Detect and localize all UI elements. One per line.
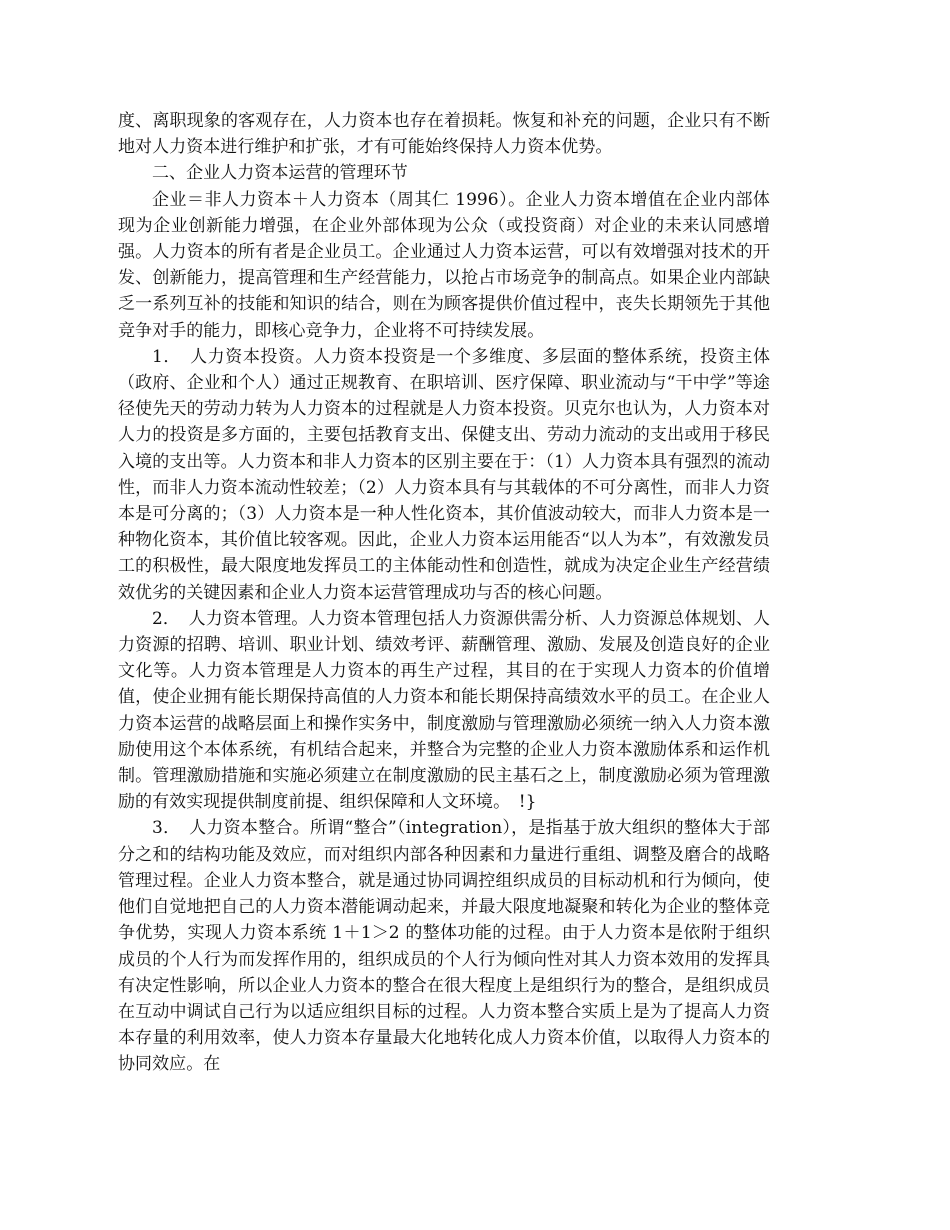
- paragraph-management: 2． 人力资本管理。人力资本管理包括人力资源供需分析、人力资源总体规划、人力资源的招聘、培训、职业计划、绩效考评、薪酬管理、激励、发展及创造良好的企业文化等。人力资本管理是人力资本的再生产过程，其目的在于实现人力资本的价值增值，使企业拥有能长期保持高值的人力资本和能长期保持高绩效水平的员工。在企业人力资本运营的战略层面上和操作实务中，制度激励与管理激励必须统一纳入人力资本激励使用这个本体系统，有机结合起来，并整合为完整的企业人力资本激励体系和运作机制。管理激励措施和实施必须建立在制度激励的民主基石之上，制度激励必须为管理激励的有效实现提供制度前提、组织保障和人文环境。 !}: [118, 608, 770, 813]
- paragraph-continuation: 度、离职现象的客观存在，人力资本也存在着损耗。恢复和补充的问题，企业只有不断地对人力资本进行维护和扩张，才有可能始终保持人力资本优势。: [118, 111, 770, 158]
- section-heading: 二、企业人力资本运营的管理环节: [152, 163, 408, 184]
- paragraph-integration: 3． 人力资本整合。所谓“整合”（integration），是指基于放大组织的整体大于部分之和的结构功能及效应，而对组织内部各种因素和力量进行重组、调整及磨合的战略管理过程。企业人力资本整合，就是通过协同调控组织成员的目标动机和行为倾向，使他们自觉地把自己的人力资本潜能调动起来，并最大限度地凝聚和转化为企业的整体竞争优势，实现人力资本系统 1＋1＞2 的整体功能的过程。由于人力资本是依附于组织成员的个人行为而发挥作用的，组织成员的个人行为倾向性对其人力资本效用的发挥具有决定性影响，所以企业人力资本的整合在很大程度上是组织行为的整合，是组织成员在互动中调试自己行为以适应组织目标的过程。人力资本整合实质上是为了提高人力资本存量的利用效率，使人力资本存量最大化地转化成人力资本价值，以取得人力资本的协同效应。在: [118, 818, 770, 1075]
- paragraph-intro: 企业＝非人力资本＋人力资本（周其仁 1996）。企业人力资本增值在企业内部体现为企业创新能力增强，在企业外部体现为公众（或投资商）对企业的未来认同感增强。人力资本的所有者是企业员工。企业通过人力资本运营，可以有效增强对技术的开发、创新能力，提高管理和生产经营能力，以抢占市场竞争的制高点。如果企业内部缺乏一系列互补的技能和知识的结合，则在为顾客提供价值过程中，丧失长期领先于其他竞争对手的能力，即核心竞争力，企业将不可持续发展。: [118, 189, 770, 341]
- document-page: [118, 108, 770, 1078]
- paragraph-investment: 1． 人力资本投资。人力资本投资是一个多维度、多层面的整体系统，投资主体（政府、企业和个人）通过正规教育、在职培训、医疗保障、职业流动与“干中学”等途径使先天的劳动力转为人力资本的过程就是人力资本投资。贝克尔也认为，人力资本对人力的投资是多方面的，主要包括教育支出、保健支出、劳动力流动的支出或用于移民入境的支出等。人力资本和非人力资本的区别主要在于：（1）人力资本具有强烈的流动性，而非人力资本流动性较差；（2）人力资本具有与其载体的不可分离性，而非人力资本是可分离的；（3）人力资本是一种人性化资本，其价值波动较大，而非人力资本是一种物化资本，其价值比较客观。因此，企业人力资本运用能否“以人为本”，有效激发员工的积极性，最大限度地发挥员工的主体能动性和创造性，就成为决定企业生产经营绩效优劣的关键因素和企业人力资本运营管理成功与否的核心问题。: [118, 346, 770, 603]
